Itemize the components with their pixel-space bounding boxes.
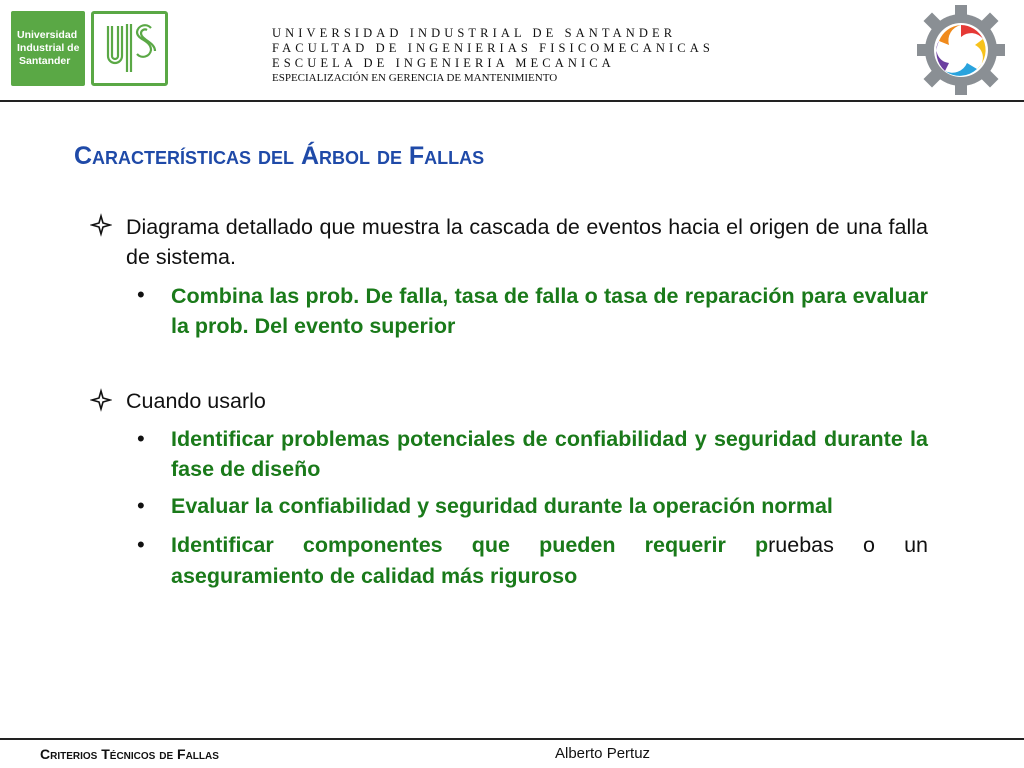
subitem-combina: Combina las prob. De falla, tasa de falla o tasa de reparación para evaluar la prob. Del evento superior <box>171 284 928 338</box>
header-line-school: ESCUELA DE INGENIERIA MECANICA <box>272 56 615 70</box>
dot-bullet-icon: • <box>137 282 145 307</box>
header-line-specialization: ESPECIALIZACIÓN EN GERENCIA DE MANTENIMIENTO <box>272 72 558 84</box>
star-diamond-bullet-icon <box>90 388 114 412</box>
star-diamond-bullet-icon <box>90 213 114 237</box>
bullet-item-cuando-usarlo: Cuando usarlo <box>126 389 266 413</box>
university-logo-line-3: Santander <box>19 55 71 67</box>
subitem-identificar-componentes-line2: aseguramiento de calidad más riguroso <box>171 564 578 588</box>
subitem-evaluar: Evaluar la confiabilidad y seguridad durante la operación normal <box>171 494 833 518</box>
header-line-university: UNIVERSIDAD INDUSTRIAL DE SANTANDER <box>272 26 677 40</box>
subitem-identificar-componentes-plain: ruebas <box>768 533 834 557</box>
dot-bullet-icon: • <box>137 493 145 518</box>
university-logo-line-2: Industrial de <box>17 42 80 54</box>
footer-divider <box>0 738 1024 740</box>
uis-mark-logo <box>91 11 168 86</box>
header-institution-block <box>272 26 714 85</box>
subitem-identificar-componentes-bold: Identificar componentes que pueden requerir p <box>171 533 769 557</box>
footer-course: Criterios Técnicos de Fallas <box>40 746 219 762</box>
dot-bullet-icon: • <box>137 532 145 557</box>
dot-bullet-icon: • <box>137 426 145 451</box>
header-divider <box>0 100 1024 102</box>
footer-author: Alberto Pertuz <box>555 745 651 762</box>
bullet-item-diagram: Diagrama detallado que muestra la cascada de eventos hacia el origen de una falla de sistema. <box>126 215 928 269</box>
subitem-identificar-componentes-plain-2: o un <box>833 533 928 557</box>
subitem-identificar-problemas: Identificar problemas potenciales de confiabilidad y seguridad durante la fase de diseño <box>171 427 928 481</box>
gear-logo <box>917 3 1005 97</box>
university-logo-line-1: Universidad <box>17 29 78 41</box>
university-logo <box>11 11 85 86</box>
subitem-identificar-componentes-line1 <box>171 530 928 560</box>
header-line-faculty: FACULTAD DE INGENIERIAS FISICOMECANICAS <box>272 41 714 55</box>
slide-title: Características del Árbol de Fallas <box>74 142 485 170</box>
